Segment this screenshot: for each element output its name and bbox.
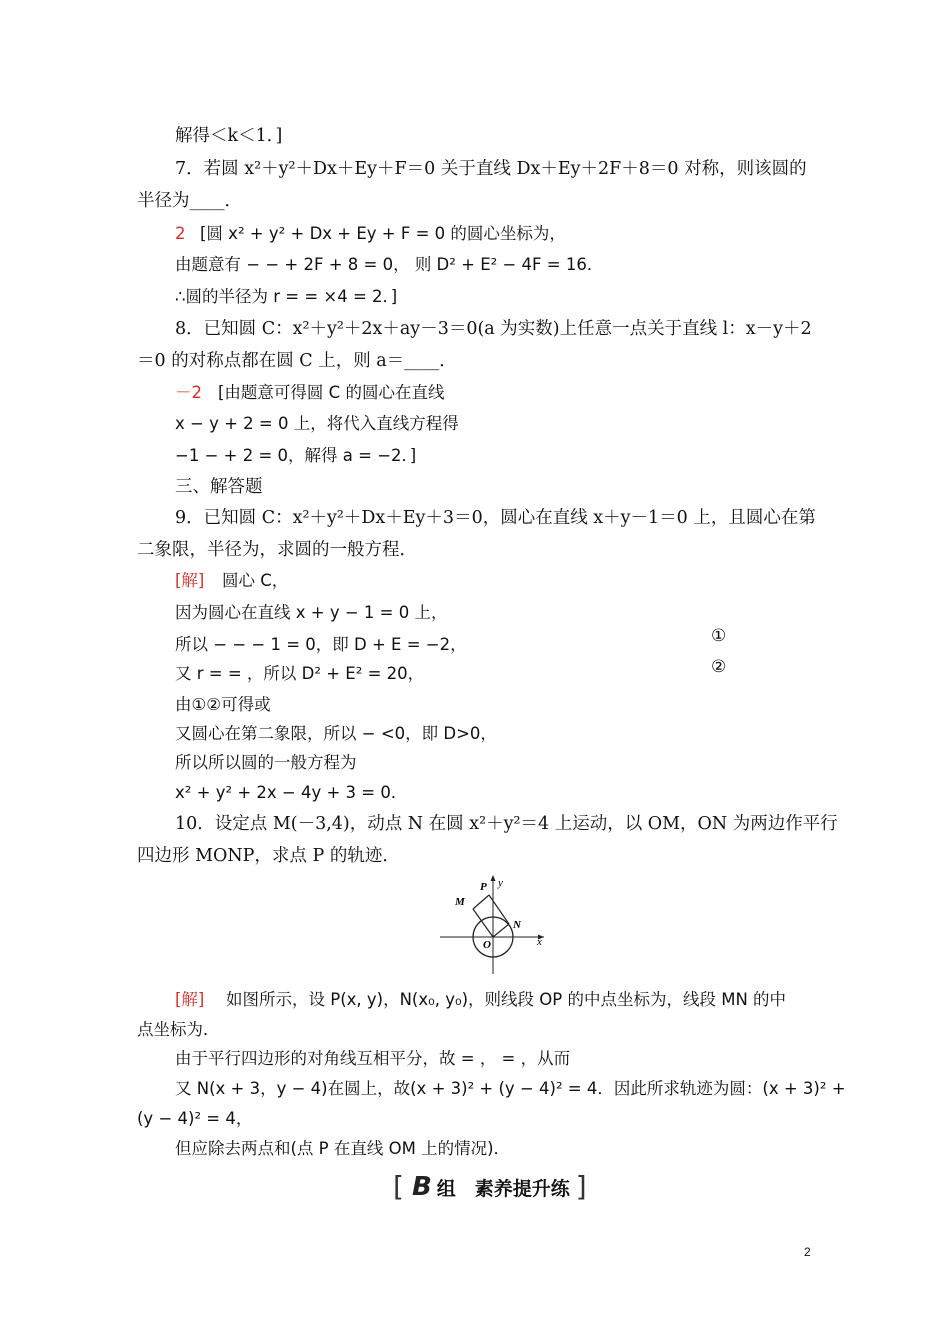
label-y: y xyxy=(498,877,503,889)
solution-line: 所以 − − − 1 = 0，即 D + E = −2， xyxy=(175,635,467,654)
y-axis-arrow xyxy=(491,875,496,881)
segment-om xyxy=(473,909,493,937)
question-8-line-1: 8．已知圆 C：x²＋y²＋2x＋ay－3＝0(a 为实数)上任意一点关于直线 l：x－y＋2 xyxy=(175,319,812,339)
question-9-line-1: 9．已知圆 C：x²＋y²＋Dx＋Ey＋3＝0，圆心在直线 x＋y－1＝0 上，且圆心在第 xyxy=(175,508,816,528)
banner-title: 组 素养提升练 xyxy=(436,1177,570,1200)
parallelogram-figure xyxy=(436,868,550,980)
solution-line: 又圆心在第二象限，所以 − <0，即 D>0， xyxy=(175,724,497,743)
label-o: O xyxy=(483,939,491,951)
label-p: P xyxy=(480,881,487,893)
solution-line: −1 − + 2 = 0，解得 a = −2．] xyxy=(175,446,417,465)
solution-line: 点坐标为． xyxy=(137,1020,220,1039)
solution-line: x − y + 2 = 0 上，将代入直线方程得 xyxy=(175,414,459,433)
solution-line: 又 r = = ，所以 D² + E² = 20， xyxy=(175,664,425,683)
question-7-line-1: 7．若圆 x²＋y²＋Dx＋Ey＋F＝0 关于直线 Dx＋Ey＋2F＋8＝0 对称，则该圆的 xyxy=(175,159,807,179)
question-9-line-2: 二象限，半径为，求圆的一般方程． xyxy=(137,540,417,560)
solution-line: 由于平行四边形的对角线互相平分，故 = ， = ，从而 xyxy=(175,1049,571,1068)
question-10-line-1: 10．设定点 M(－3,4)，动点 N 在圆 x²＋y²＝4 上运动，以 OM，ON 为两边作平行 xyxy=(175,814,838,834)
page-number: 2 xyxy=(804,1245,811,1259)
section-heading: 三、解答题 xyxy=(175,477,263,497)
solution-line: x² + y² + 2x − 4y + 3 = 0． xyxy=(175,783,408,802)
group-b-icon: B xyxy=(411,1172,431,1202)
question-7-line-2: 半径为____． xyxy=(137,191,242,211)
question-8-line-2: ＝0 的对称点都在圆 C 上，则 a＝____． xyxy=(137,351,457,371)
section-banner xyxy=(393,1170,587,1204)
solution-line: 因为圆心在直线 x + y − 1 = 0 上， xyxy=(175,603,448,622)
label-n: N xyxy=(513,919,521,931)
segment-pn xyxy=(489,895,509,924)
solution-line: 但应除去两点和(点 P 在直线 OM 上的情况)． xyxy=(175,1139,511,1158)
solution-label: [解] xyxy=(175,571,205,590)
answer-7: 2 xyxy=(175,224,186,243)
text-line: 解得＜k＜1．] xyxy=(175,126,283,146)
solution-line: 如图所示，设 P(x, y)，N(x₀, y₀)，则线段 OP 的中点坐标为，线段 MN 的中 xyxy=(226,990,787,1009)
equation-mark-1: ① xyxy=(711,626,727,646)
banner-left-bracket: [ xyxy=(393,1170,404,1203)
solution-line: [由题意可得圆 C 的圆心在直线 xyxy=(218,383,445,402)
question-10-line-2: 四边形 MONP，求点 P 的轨迹． xyxy=(137,846,400,866)
banner-right-bracket: ] xyxy=(575,1170,587,1203)
answer-8: －2 xyxy=(175,383,202,402)
solution-line: ∴圆的半径为 r = = ×4 = 2．] xyxy=(175,287,398,306)
solution-line: 所以所以圆的一般方程为 xyxy=(175,753,357,772)
segment-on xyxy=(493,924,509,937)
segment-mp xyxy=(473,895,489,909)
solution-line: 圆心 C， xyxy=(222,571,289,590)
solution-line: (y − 4)² = 4， xyxy=(137,1109,253,1128)
label-x: x xyxy=(537,936,542,948)
solution-label: [解] xyxy=(175,990,205,1009)
solution-line: 由题意有 − − + 2F + 8 = 0， 则 D² + E² − 4F = 16． xyxy=(175,255,604,274)
solution-line: 又 N(x + 3，y − 4)在圆上，故(x + 3)² + (y − 4)² = 4．因此所求轨迹为圆：(x + 3)² + xyxy=(175,1079,846,1098)
equation-mark-2: ② xyxy=(711,657,727,677)
solution-line: [圆 x² + y² + Dx + Ey + F = 0 的圆心坐标为， xyxy=(200,224,566,243)
label-m: M xyxy=(455,896,465,908)
solution-line: 由①②可得或 xyxy=(175,695,271,714)
